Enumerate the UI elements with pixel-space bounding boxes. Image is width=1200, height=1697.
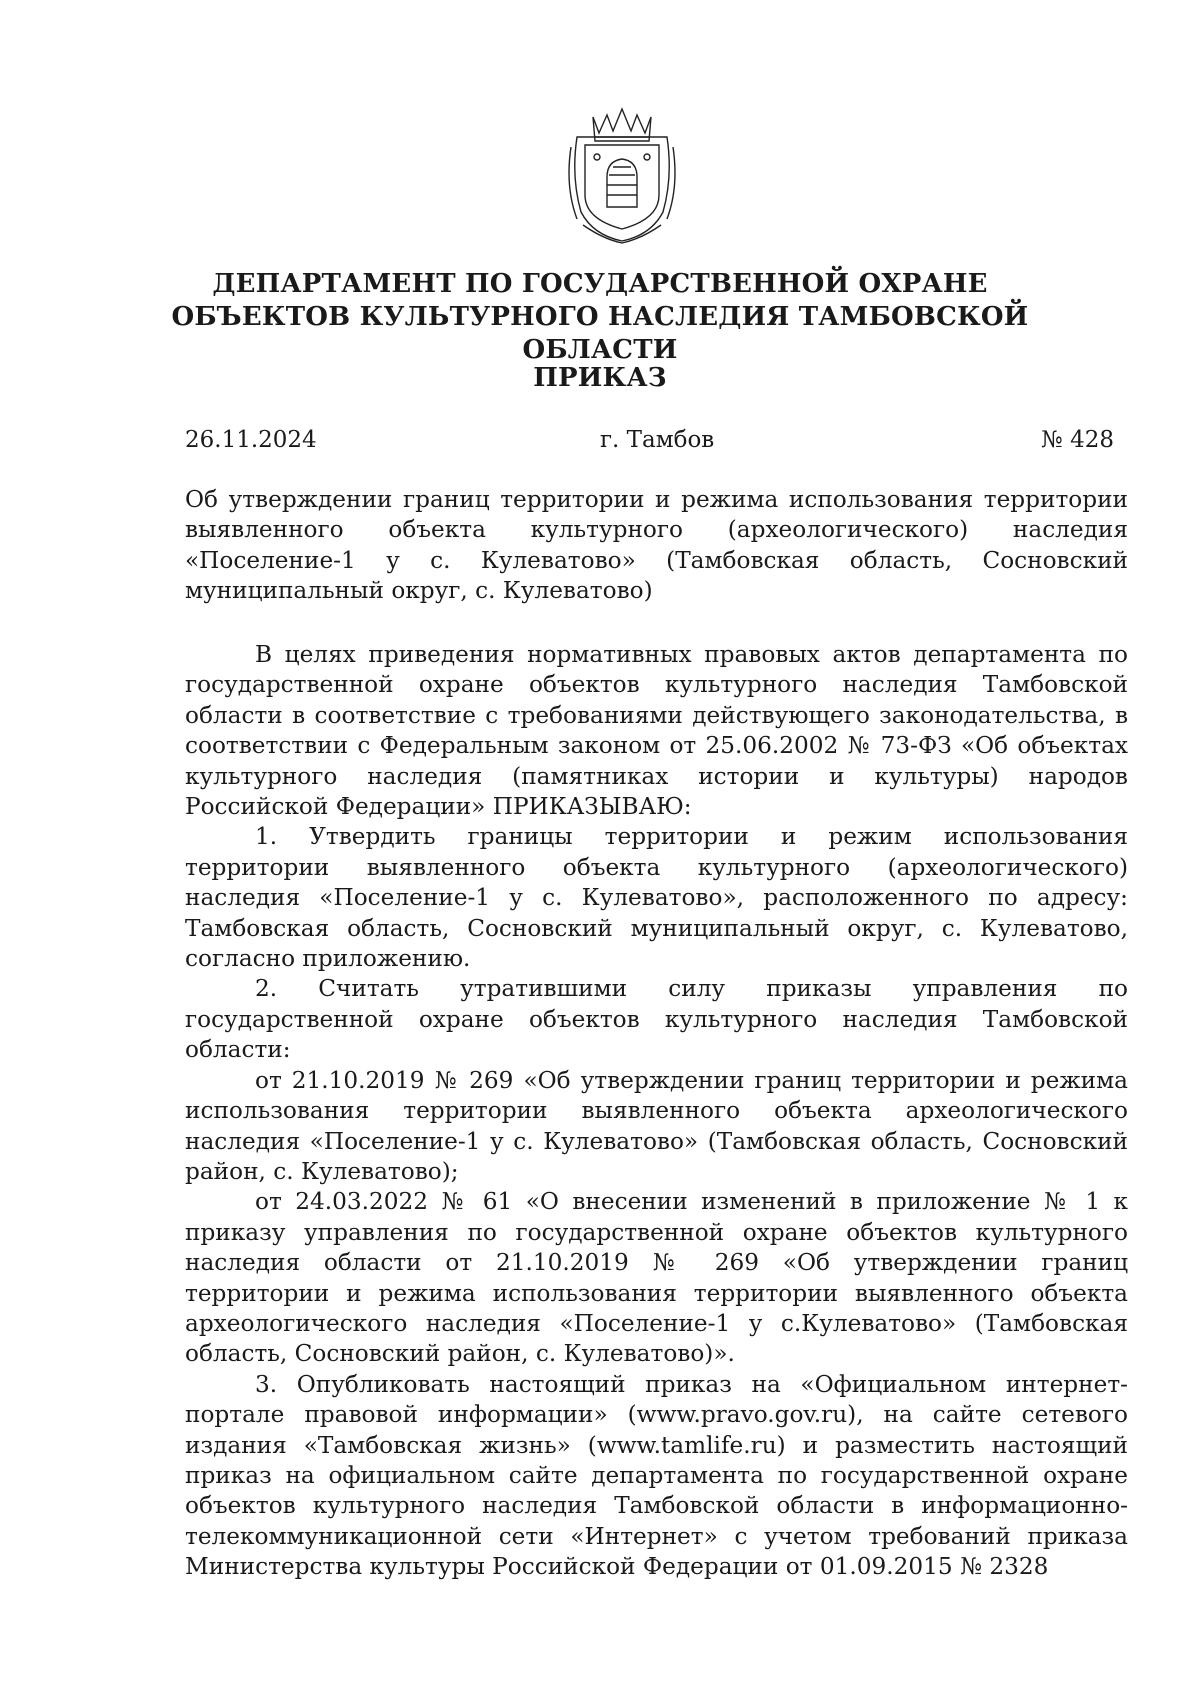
order-city: г. Тамбов [600,427,715,453]
item-3-paragraph: 3. Опубликовать настоящий приказ на «Официальном интернет-портале правовой информации» (www.pravo.gov.ru), на сайте сетевого издания «Тамбовская жизнь» (www.tamlife.ru) и разместить настоящий приказ на официальном сайте департамента по государственной охране объектов культурного наследия Тамбовской области в информационно-телекоммуникационной сети «Интернет» с учетом требований приказа Министерства культуры Российской Федерации от 01.09.2015 № 2328 [185,1370,1128,1581]
item-2b-paragraph: от 24.03.2022 № 61 «О внесении изменений в приложение № 1 к приказу управления по государственной охране объектов культурного наследия области от 21.10.2019 № 269 «Об утверждении границ территории и режима использования территории выявленного объекта археологического наследия «Поселение-1 у с.Кулеватово» (Тамбовская область, Сосновский район, с. Кулеватово)». [185,1188,1128,1368]
order-date: 26.11.2024 [185,427,317,453]
preamble-paragraph: В целях приведения нормативных правовых актов департамента по государственной охране объектов культурного наследия Тамбовской области в соответствие с требованиями действующего законодательства, в соответствии с Федеральным законом от 25.06.2002 № 73-ФЗ «Об объектах культурного наследия (памятниках истории и культуры) народов Российской Федерации» ПРИКАЗЫВАЮ: [185,641,1128,821]
item-1-paragraph: 1. Утвердить границы территории и режим использования территории выявленного объекта культурного (археологического) наследия «Поселение-1 у с. Кулеватово», расположенного по адресу: Тамбовская область, Сосновский муниципальный округ, с. Кулеватово, согласно приложению. [185,823,1128,973]
order-subject: Об утверждении границ территории и режима использования территории выявленного объекта культурного (археологического) наследия «Поселение-1 у с. Кулеватово» (Тамбовская область, Сосновский муниципальный округ, с. Кулеватово) [185,486,1128,605]
document-type-title: ПРИКАЗ [533,363,667,393]
order-body [185,640,1128,1583]
item-2a-paragraph: от 21.10.2019 № 269 «Об утверждении границ территории и режима использования территории выявленного объекта археологического наследия «Поселение-1 у с. Кулеватово» (Тамбовская область, Сосновский район, с. Кулеватово); [185,1066,1128,1185]
coat-of-arms-icon [563,107,681,245]
department-title: ДЕПАРТАМЕНТ ПО ГОСУДАРСТВЕННОЙ ОХРАНЕ ОБЪЕКТОВ КУЛЬТУРНОГО НАСЛЕДИЯ ТАМБОВСКОЙ ОБЛАСТИ [171,269,1029,365]
order-number: № 428 [1041,427,1114,453]
item-2-paragraph: 2. Считать утратившими силу приказы управления по государственной охране объектов культурного наследия Тамбовской области: [185,975,1128,1064]
